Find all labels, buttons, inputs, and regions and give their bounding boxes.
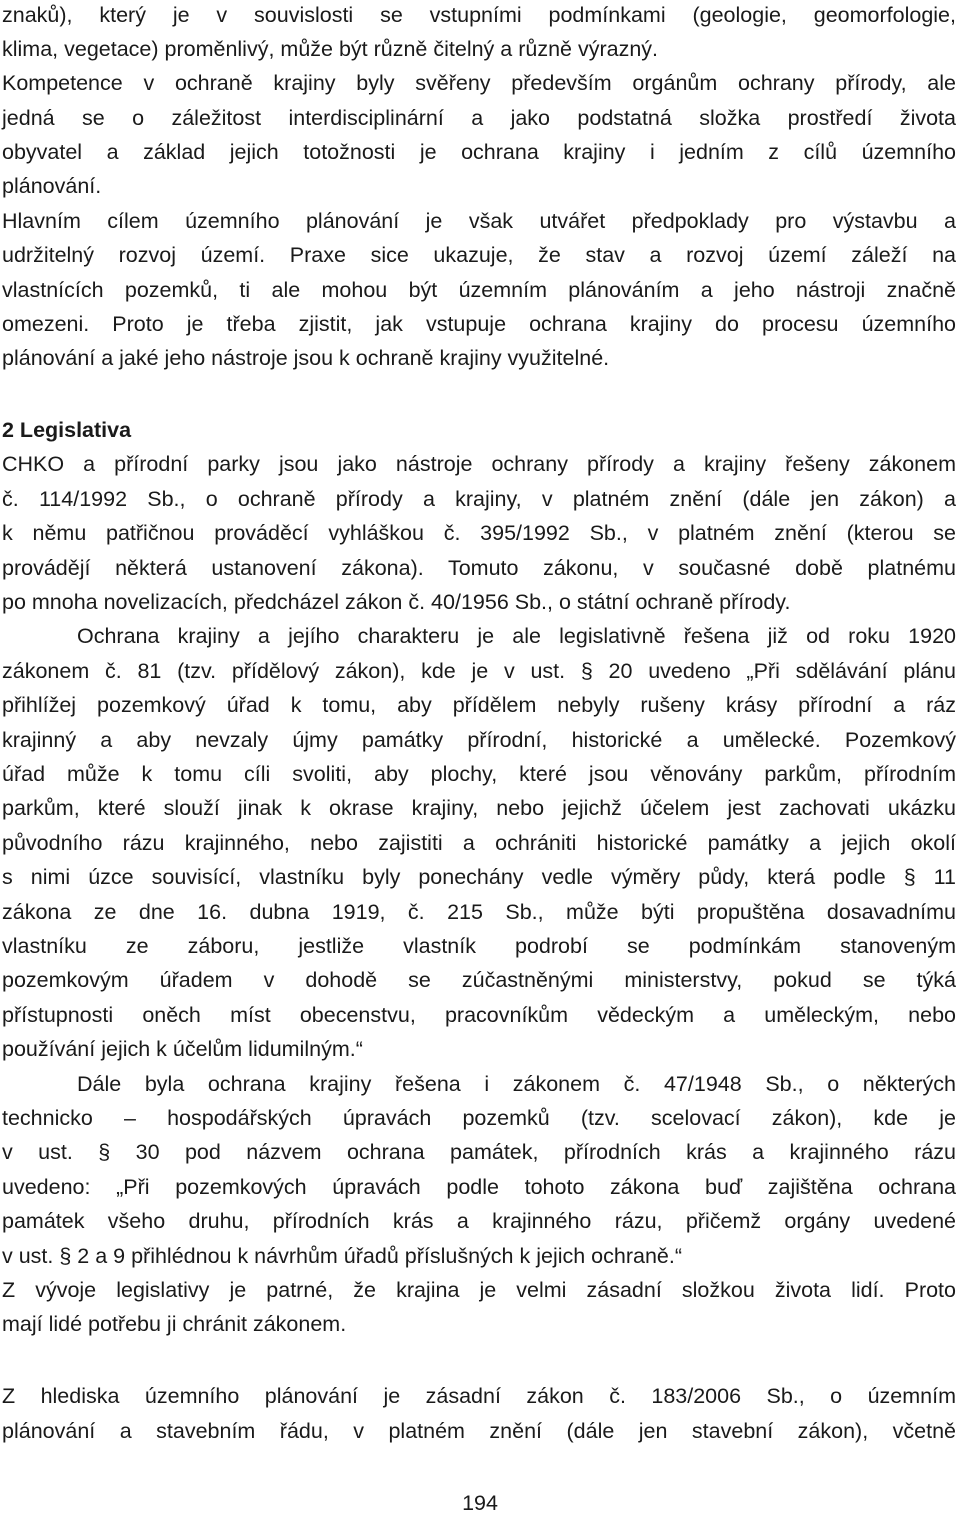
- text-line: k němu patřičnou prováděcí vyhláškou č. 395/1992 Sb., v platném znění (kterou se: [2, 521, 956, 545]
- text-line: obyvatel a základ jejich totožnosti je ochrana krajiny i jedním z cílů územního: [2, 140, 956, 164]
- text-line: zákona ze dne 16. dubna 1919, č. 215 Sb., může býti propuštěna dosavadnímu: [2, 900, 956, 924]
- text-line: Z vývoje legislativy je patrné, že krajina je velmi zásadní složkou života lidí. Proto: [2, 1278, 956, 1302]
- text-line: klima, vegetace) proměnlivý, může být různě čitelný a různě výrazný.: [2, 37, 659, 61]
- text-line: č. 114/1992 Sb., o ochraně přírody a krajiny, v platném znění (dále jen zákon) a: [2, 487, 956, 511]
- text-line: uvedeno: „Při pozemkových úpravách podle tohoto zákona buď zajištěna ochrana: [2, 1175, 956, 1199]
- text-line: plánování a stavebním řádu, v platném znění (dále jen stavební zákon), včetně: [2, 1419, 956, 1443]
- text-line: krajinný a aby nevzaly újmy památky přírodní, historické a umělecké. Pozemkový: [2, 728, 956, 752]
- text-line: původního rázu krajinného, nebo zajistiti a ochrániti historické památky a jejich okolí: [2, 831, 956, 855]
- text-line: znaků), který je v souvislosti se vstupními podmínkami (geologie, geomorfologie,: [2, 3, 956, 27]
- text-line: jedná se o záležitost interdisciplinární a jako podstatná složka prostředí života: [2, 106, 956, 130]
- text-line: zákonem č. 81 (tzv. přídělový zákon), kde je v ust. § 20 uvedeno „Při sdělávání plánu: [2, 659, 956, 683]
- text-line: mají lidé potřebu ji chránit zákonem.: [2, 1312, 347, 1336]
- text-line: v ust. § 2 a 9 přihlédnou k návrhům úřadů příslušných k jejich ochraně.“: [2, 1244, 683, 1268]
- text-line: CHKO a přírodní parky jsou jako nástroje ochrany přírody a krajiny řešeny zákonem: [2, 452, 956, 476]
- text-line: technicko – hospodářských úpravách pozemků (tzv. scelovací zákon), kde je: [2, 1106, 956, 1130]
- text-line: parkům, které slouží jinak k okrase krajiny, nebo jejichž účelem jest zachovati ukázku: [2, 796, 956, 820]
- text-line: Ochrana krajiny a jejího charakteru je ale legislativně řešena již od roku 1920: [77, 624, 956, 648]
- text-line: úřad může k tomu cíli svoliti, aby plochy, které jsou věnovány parkům, přírodním: [2, 762, 956, 786]
- text-line: plánování.: [2, 174, 102, 198]
- text-line: po mnoha novelizacích, předcházel zákon č. 40/1956 Sb., o státní ochraně přírody.: [2, 590, 791, 614]
- section-heading: 2 Legislativa: [2, 418, 132, 442]
- text-line: Hlavním cílem územního plánování je však utvářet předpoklady pro výstavbu a: [2, 209, 956, 233]
- text-line: pozemkovým úřadem v dohodě se zúčastněnými ministerstvy, pokud se týká: [2, 968, 956, 992]
- text-line: Kompetence v ochraně krajiny byly svěřeny především orgánům ochrany přírody, ale: [2, 71, 956, 95]
- text-line: přístupnosti oněch míst obecenstvu, pracovníkům vědeckým a uměleckým, nebo: [2, 1003, 956, 1027]
- text-line: vlastníku ze záboru, jestliže vlastník podrobí se podmínkám stanoveným: [2, 934, 956, 958]
- text-line: vlastnících pozemků, ti ale mohou být územním plánováním a jeho nástroji značně: [2, 278, 956, 302]
- text-line: Dále byla ochrana krajiny řešena i zákonem č. 47/1948 Sb., o některých: [77, 1072, 956, 1096]
- text-line: přihlížej pozemkový úřad k tomu, aby přídělem nebyly rušeny krásy přírodní a ráz: [2, 693, 956, 717]
- text-line: udržitelný rozvoj území. Praxe sice ukazuje, že stav a rozvoj území záleží na: [2, 243, 956, 267]
- page-number: 194: [462, 1491, 498, 1515]
- text-line: Z hlediska územního plánování je zásadní zákon č. 183/2006 Sb., o územním: [2, 1384, 956, 1408]
- text-line: provádějí některá ustanovení zákona). Tomuto zákonu, v současné době platnému: [2, 556, 956, 580]
- text-line: používání jejich k účelům lidumilným.“: [2, 1037, 363, 1061]
- text-line: v ust. § 30 pod názvem ochrana památek, přírodních krás a krajinného rázu: [2, 1140, 956, 1164]
- text-line: plánování a jaké jeho nástroje jsou k ochraně krajiny využitelné.: [2, 346, 610, 370]
- text-line: památek všeho druhu, přírodních krás a krajinného rázu, přičemž orgány uvedené: [2, 1209, 956, 1233]
- text-line: omezeni. Proto je třeba zjistit, jak vstupuje ochrana krajiny do procesu územního: [2, 312, 956, 336]
- text-line: s nimi úzce souvisící, vlastníku byly ponechány vedle výměry půdy, která podle § 11: [2, 865, 956, 889]
